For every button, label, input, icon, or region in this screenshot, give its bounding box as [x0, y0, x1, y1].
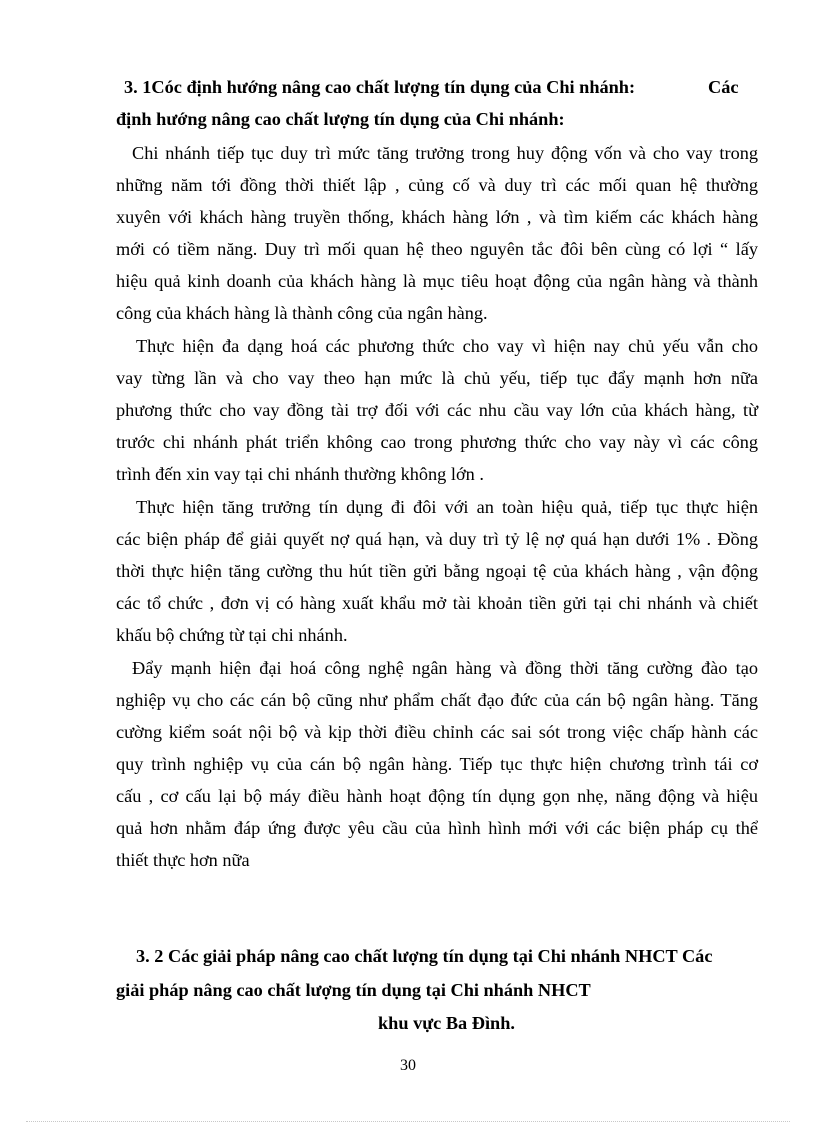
paragraph-2-line-2: vay từng lần và cho vay theo hạn mức là chủ yếu, tiếp tục đẩy mạnh hơn nữa: [116, 368, 758, 388]
paragraph-2-line-4: trước chi nhánh phát triển không cao trong phương thức cho vay này vì các công: [116, 432, 758, 452]
paragraph-2-line-5: trình đến xin vay tại chi nhánh thường không lớn .: [116, 464, 484, 484]
section-heading-3-1-tail: Các: [708, 77, 739, 97]
paragraph-4-line-3: cường kiểm soát nội bộ và kịp thời điều chỉnh các sai sót trong việc chấp hành các: [116, 722, 758, 742]
page-bottom-divider: [26, 1121, 790, 1122]
paragraph-1-line-3: xuyên với khách hàng truyền thống, khách hàng lớn , và tìm kiếm các khách hàng: [116, 207, 758, 227]
paragraph-4-line-1: Đẩy mạnh hiện đại hoá công nghệ ngân hàng và đồng thời tăng cường đào tạo: [132, 658, 758, 678]
paragraph-3-line-2: các biện pháp để giải quyết nợ quá hạn, và duy trì tỷ lệ nợ quá hạn dưới 1% . Đồng: [116, 529, 758, 549]
paragraph-3-line-5: khấu bộ chứng từ tại chi nhánh.: [116, 625, 348, 645]
paragraph-2-line-1: Thực hiện đa dạng hoá các phương thức cho vay vì hiện nay chủ yếu vẫn cho: [136, 336, 758, 356]
paragraph-4-line-7: thiết thực hơn nữa: [116, 850, 250, 870]
section-heading-3-1-line-1: 3. 1Cóc định hướng nâng cao chất lượng tín dụng của Chi nhánh:: [124, 77, 636, 97]
paragraph-3-line-4: các tổ chức , đơn vị có hàng xuất khẩu mở tài khoản tiền gửi tại chi nhánh và chiết: [116, 593, 758, 613]
paragraph-1-line-1: Chi nhánh tiếp tục duy trì mức tăng trưởng trong huy động vốn và cho vay trong: [132, 143, 758, 163]
paragraph-1-line-6: công của khách hàng là thành công của ngân hàng.: [116, 303, 488, 323]
paragraph-1-line-4: mới có tiềm năng. Duy trì mối quan hệ theo nguyên tắc đôi bên cùng có lợi “ lấy: [116, 239, 758, 259]
paragraph-1-line-2: những năm tới đồng thời thiết lập , củng cố và duy trì các mối quan hệ thường: [116, 175, 758, 195]
section-heading-3-2-line-3: khu vực Ba Đình.: [378, 1013, 515, 1033]
paragraph-2-line-3: phương thức cho vay đồng tài trợ đối với các nhu cầu vay lớn của khách hàng, từ: [116, 400, 758, 420]
paragraph-4-line-6: quả hơn nhằm đáp ứng được yêu cầu của hình hình mới với các biện pháp cụ thể: [116, 818, 758, 838]
section-heading-3-2-line-1: 3. 2 Các giải pháp nâng cao chất lượng tín dụng tại Chi nhánh NHCT Các: [136, 946, 713, 966]
paragraph-4-line-4: quy trình nghiệp vụ của cán bộ ngân hàng. Tiếp tục thực hiện chương trình tái cơ: [116, 754, 758, 774]
paragraph-3-line-3: thời thực hiện tăng cường thu hút tiền gửi bằng ngoại tệ của khách hàng , vận động: [116, 561, 758, 581]
section-heading-3-2-line-2: giải pháp nâng cao chất lượng tín dụng tại Chi nhánh NHCT: [116, 980, 591, 1000]
paragraph-1-line-5: hiệu quả kinh doanh của khách hàng là mục tiêu hoạt động của ngân hàng và thành: [116, 271, 758, 291]
paragraph-3-line-1: Thực hiện tăng trưởng tín dụng đi đôi với an toàn hiệu quả, tiếp tục thực hiện: [136, 497, 758, 517]
paragraph-4-line-5: cấu , cơ cấu lại bộ máy điều hành hoạt động tín dụng gọn nhẹ, năng động và hiệu: [116, 786, 758, 806]
paragraph-4-line-2: nghiệp vụ cho các cán bộ cũng như phẩm chất đạo đức của cán bộ ngân hàng. Tăng: [116, 690, 758, 710]
page-number: 30: [400, 1057, 416, 1074]
section-heading-3-1-line-2: định hướng nâng cao chất lượng tín dụng của Chi nhánh:: [116, 109, 565, 129]
